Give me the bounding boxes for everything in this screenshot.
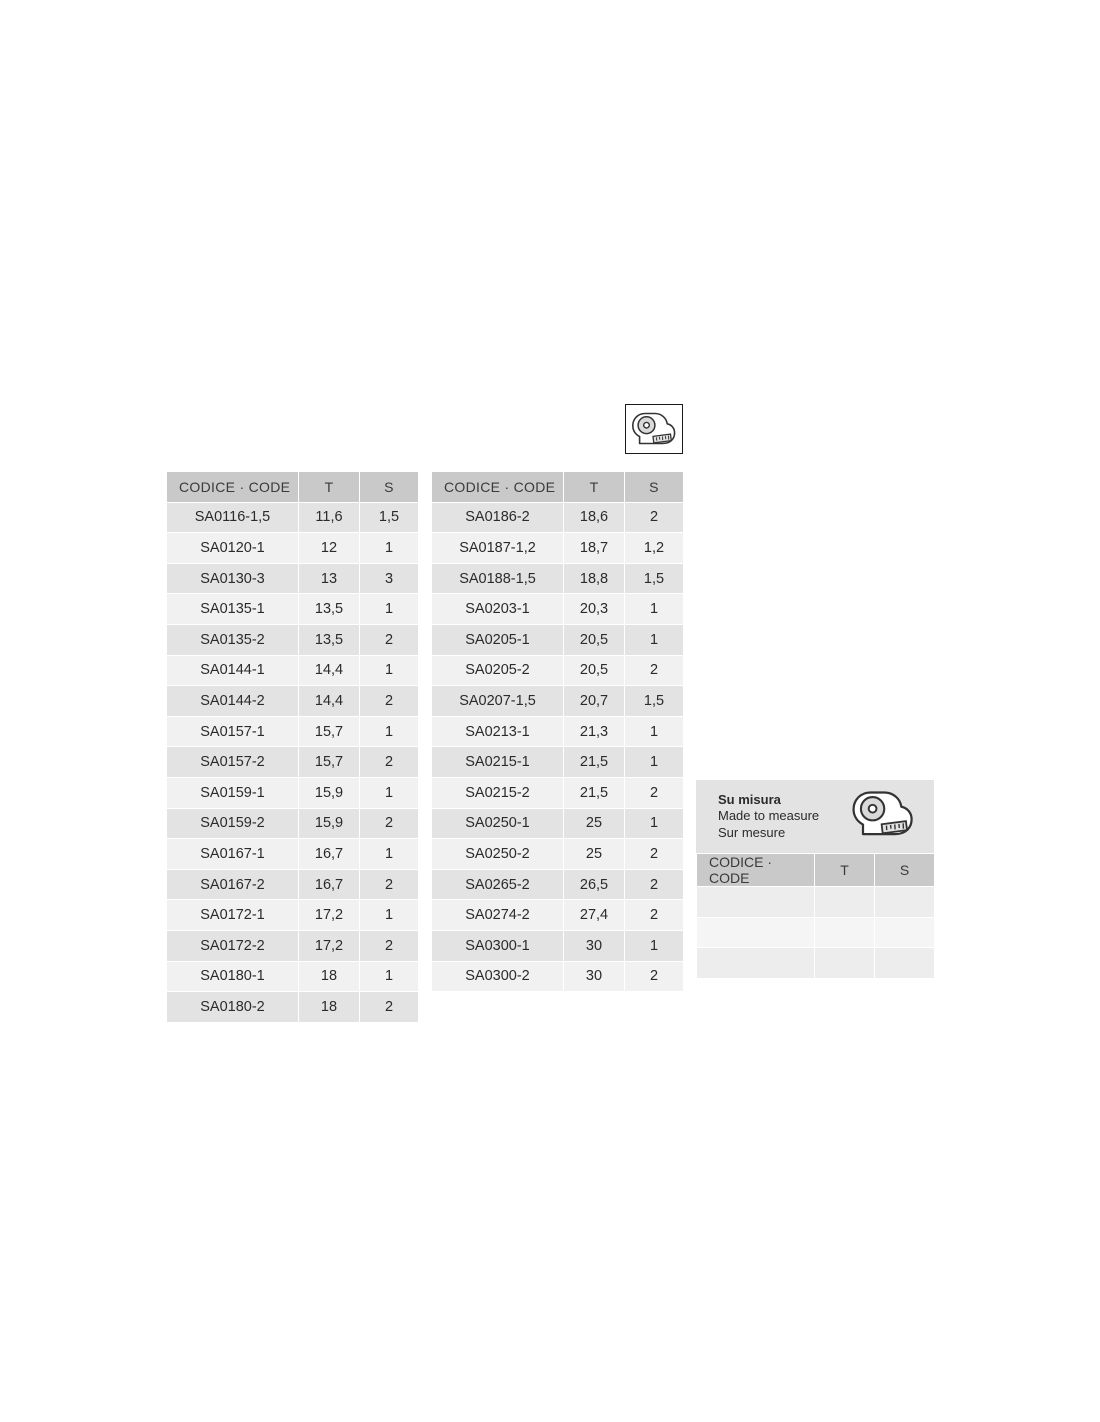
cell-code: SA0120-1 bbox=[167, 533, 299, 564]
cell-t: 20,5 bbox=[564, 624, 625, 655]
cell-t: 26,5 bbox=[564, 869, 625, 900]
cell-t: 21,5 bbox=[564, 747, 625, 778]
table-header-row bbox=[697, 854, 935, 887]
cell-code: SA0205-2 bbox=[432, 655, 564, 686]
table-row bbox=[167, 686, 419, 717]
made-to-measure-panel bbox=[696, 780, 934, 979]
cell-s: 2 bbox=[625, 961, 684, 992]
cell-s: 2 bbox=[625, 869, 684, 900]
table-row bbox=[167, 563, 419, 594]
cell-code: SA0187-1,2 bbox=[432, 533, 564, 564]
cell-t: 16,7 bbox=[299, 839, 360, 870]
table-row bbox=[167, 961, 419, 992]
cell-code: SA0300-1 bbox=[432, 930, 564, 961]
cell-s: 2 bbox=[360, 624, 419, 655]
cell-t: 13,5 bbox=[299, 594, 360, 625]
cell-s: 2 bbox=[625, 502, 684, 533]
table-row bbox=[167, 502, 419, 533]
table-row bbox=[697, 917, 935, 948]
cell-code bbox=[697, 887, 815, 918]
cell-t: 25 bbox=[564, 808, 625, 839]
table-row bbox=[167, 839, 419, 870]
cell-code: SA0159-1 bbox=[167, 777, 299, 808]
cell-t: 17,2 bbox=[299, 930, 360, 961]
cell-t: 14,4 bbox=[299, 686, 360, 717]
cell-s: 1,5 bbox=[625, 686, 684, 717]
cell-s: 2 bbox=[360, 930, 419, 961]
table-row bbox=[167, 624, 419, 655]
cell-s: 2 bbox=[360, 869, 419, 900]
cell-s: 1 bbox=[360, 839, 419, 870]
cell-code: SA0180-1 bbox=[167, 961, 299, 992]
table-row bbox=[432, 563, 684, 594]
cell-t: 17,2 bbox=[299, 900, 360, 931]
cell-t: 18,8 bbox=[564, 563, 625, 594]
measuring-tape-icon-box bbox=[625, 404, 683, 454]
table-row bbox=[432, 624, 684, 655]
cell-t: 18,7 bbox=[564, 533, 625, 564]
cell-code: SA0135-2 bbox=[167, 624, 299, 655]
cell-code: SA0274-2 bbox=[432, 900, 564, 931]
cell-s: 3 bbox=[360, 563, 419, 594]
table-row bbox=[432, 594, 684, 625]
cell-t: 25 bbox=[564, 839, 625, 870]
cell-t: 20,7 bbox=[564, 686, 625, 717]
cell-t bbox=[815, 887, 875, 918]
spec-table-right-body bbox=[432, 502, 684, 992]
cell-code: SA0180-2 bbox=[167, 992, 299, 1023]
cell-t: 15,7 bbox=[299, 716, 360, 747]
measuring-tape-icon bbox=[846, 789, 920, 844]
table-row bbox=[432, 716, 684, 747]
column-header-s: S bbox=[625, 472, 684, 503]
cell-code: SA0144-2 bbox=[167, 686, 299, 717]
cell-code: SA0157-1 bbox=[167, 716, 299, 747]
cell-t: 13,5 bbox=[299, 624, 360, 655]
cell-code: SA0159-2 bbox=[167, 808, 299, 839]
cell-t: 27,4 bbox=[564, 900, 625, 931]
cell-code: SA0188-1,5 bbox=[432, 563, 564, 594]
cell-s: 1 bbox=[360, 777, 419, 808]
table-row bbox=[167, 594, 419, 625]
spec-table-left bbox=[166, 471, 419, 1023]
table-row bbox=[432, 961, 684, 992]
cell-code: SA0172-2 bbox=[167, 930, 299, 961]
table-row bbox=[432, 808, 684, 839]
table-row bbox=[167, 747, 419, 778]
cell-code: SA0215-2 bbox=[432, 777, 564, 808]
cell-t: 18 bbox=[299, 992, 360, 1023]
column-header-code: CODICE · CODE bbox=[432, 472, 564, 503]
cell-code: SA0203-1 bbox=[432, 594, 564, 625]
cell-s: 2 bbox=[625, 900, 684, 931]
table-row bbox=[432, 686, 684, 717]
cell-t: 18 bbox=[299, 961, 360, 992]
cell-s: 1 bbox=[360, 961, 419, 992]
table-row bbox=[167, 900, 419, 931]
cell-t: 30 bbox=[564, 961, 625, 992]
cell-code: SA0207-1,5 bbox=[432, 686, 564, 717]
table-row bbox=[432, 502, 684, 533]
cell-s bbox=[875, 887, 935, 918]
cell-t bbox=[815, 917, 875, 948]
cell-t: 14,4 bbox=[299, 655, 360, 686]
table-row bbox=[432, 747, 684, 778]
table-row bbox=[167, 869, 419, 900]
table-row bbox=[432, 900, 684, 931]
cell-code: SA0205-1 bbox=[432, 624, 564, 655]
cell-s: 1 bbox=[625, 930, 684, 961]
table-row bbox=[167, 533, 419, 564]
column-header-s: S bbox=[360, 472, 419, 503]
column-header-code: CODICE · CODE bbox=[167, 472, 299, 503]
table-row bbox=[167, 777, 419, 808]
table-row bbox=[432, 777, 684, 808]
cell-s: 1,2 bbox=[625, 533, 684, 564]
cell-t: 20,3 bbox=[564, 594, 625, 625]
cell-s: 2 bbox=[360, 747, 419, 778]
cell-s: 2 bbox=[625, 839, 684, 870]
made-to-measure-label-it: Su misura bbox=[718, 791, 781, 807]
cell-code: SA0213-1 bbox=[432, 716, 564, 747]
cell-s: 1,5 bbox=[360, 502, 419, 533]
cell-t: 11,6 bbox=[299, 502, 360, 533]
cell-s: 2 bbox=[360, 992, 419, 1023]
cell-s: 2 bbox=[625, 777, 684, 808]
cell-s: 1 bbox=[360, 655, 419, 686]
cell-code: SA0250-2 bbox=[432, 839, 564, 870]
cell-code: SA0157-2 bbox=[167, 747, 299, 778]
table-header-row bbox=[432, 472, 684, 503]
cell-code: SA0167-2 bbox=[167, 869, 299, 900]
cell-s: 1 bbox=[625, 747, 684, 778]
cell-t bbox=[815, 948, 875, 979]
cell-code bbox=[697, 948, 815, 979]
cell-s: 1 bbox=[625, 716, 684, 747]
cell-s: 1 bbox=[360, 716, 419, 747]
table-row bbox=[697, 948, 935, 979]
table-row bbox=[432, 930, 684, 961]
cell-code: SA0215-1 bbox=[432, 747, 564, 778]
cell-code: SA0172-1 bbox=[167, 900, 299, 931]
made-to-measure-header bbox=[696, 780, 934, 853]
cell-code: SA0265-2 bbox=[432, 869, 564, 900]
measuring-tape-icon bbox=[631, 411, 677, 447]
cell-code: SA0186-2 bbox=[432, 502, 564, 533]
table-row bbox=[697, 887, 935, 918]
cell-t: 13 bbox=[299, 563, 360, 594]
column-header-t: T bbox=[299, 472, 360, 503]
table-header-row bbox=[167, 472, 419, 503]
cell-s: 1,5 bbox=[625, 563, 684, 594]
cell-s: 2 bbox=[625, 655, 684, 686]
cell-code: SA0167-1 bbox=[167, 839, 299, 870]
cell-t: 21,3 bbox=[564, 716, 625, 747]
cell-code bbox=[697, 917, 815, 948]
column-header-t: T bbox=[815, 854, 875, 887]
cell-code: SA0135-1 bbox=[167, 594, 299, 625]
cell-s: 2 bbox=[360, 686, 419, 717]
cell-code: SA0144-1 bbox=[167, 655, 299, 686]
table-row bbox=[432, 655, 684, 686]
cell-s: 1 bbox=[625, 808, 684, 839]
column-header-t: T bbox=[564, 472, 625, 503]
spec-table-right bbox=[431, 471, 684, 992]
table-row bbox=[432, 839, 684, 870]
cell-s bbox=[875, 948, 935, 979]
cell-t: 12 bbox=[299, 533, 360, 564]
cell-t: 20,5 bbox=[564, 655, 625, 686]
cell-t: 15,9 bbox=[299, 808, 360, 839]
made-to-measure-table-body bbox=[697, 887, 935, 979]
cell-code: SA0116-1,5 bbox=[167, 502, 299, 533]
cell-s bbox=[875, 917, 935, 948]
made-to-measure-table bbox=[696, 853, 935, 979]
cell-code: SA0250-1 bbox=[432, 808, 564, 839]
table-row bbox=[167, 808, 419, 839]
column-header-code: CODICE · CODE bbox=[697, 854, 815, 887]
table-row bbox=[167, 716, 419, 747]
made-to-measure-labels bbox=[718, 792, 819, 842]
cell-t: 18,6 bbox=[564, 502, 625, 533]
cell-s: 2 bbox=[360, 808, 419, 839]
cell-s: 1 bbox=[625, 594, 684, 625]
cell-s: 1 bbox=[625, 624, 684, 655]
cell-s: 1 bbox=[360, 533, 419, 564]
cell-code: SA0130-3 bbox=[167, 563, 299, 594]
cell-t: 15,9 bbox=[299, 777, 360, 808]
table-row bbox=[432, 869, 684, 900]
table-row bbox=[167, 992, 419, 1023]
cell-t: 21,5 bbox=[564, 777, 625, 808]
column-header-s: S bbox=[875, 854, 935, 887]
table-row bbox=[167, 655, 419, 686]
made-to-measure-label-en: Made to measure bbox=[718, 808, 820, 824]
cell-t: 30 bbox=[564, 930, 625, 961]
cell-s: 1 bbox=[360, 900, 419, 931]
cell-s: 1 bbox=[360, 594, 419, 625]
table-row bbox=[167, 930, 419, 961]
cell-code: SA0300-2 bbox=[432, 961, 564, 992]
made-to-measure-label-fr: Sur mesure bbox=[718, 824, 786, 840]
spec-table-left-body bbox=[167, 502, 419, 1022]
cell-t: 16,7 bbox=[299, 869, 360, 900]
table-row bbox=[432, 533, 684, 564]
cell-t: 15,7 bbox=[299, 747, 360, 778]
